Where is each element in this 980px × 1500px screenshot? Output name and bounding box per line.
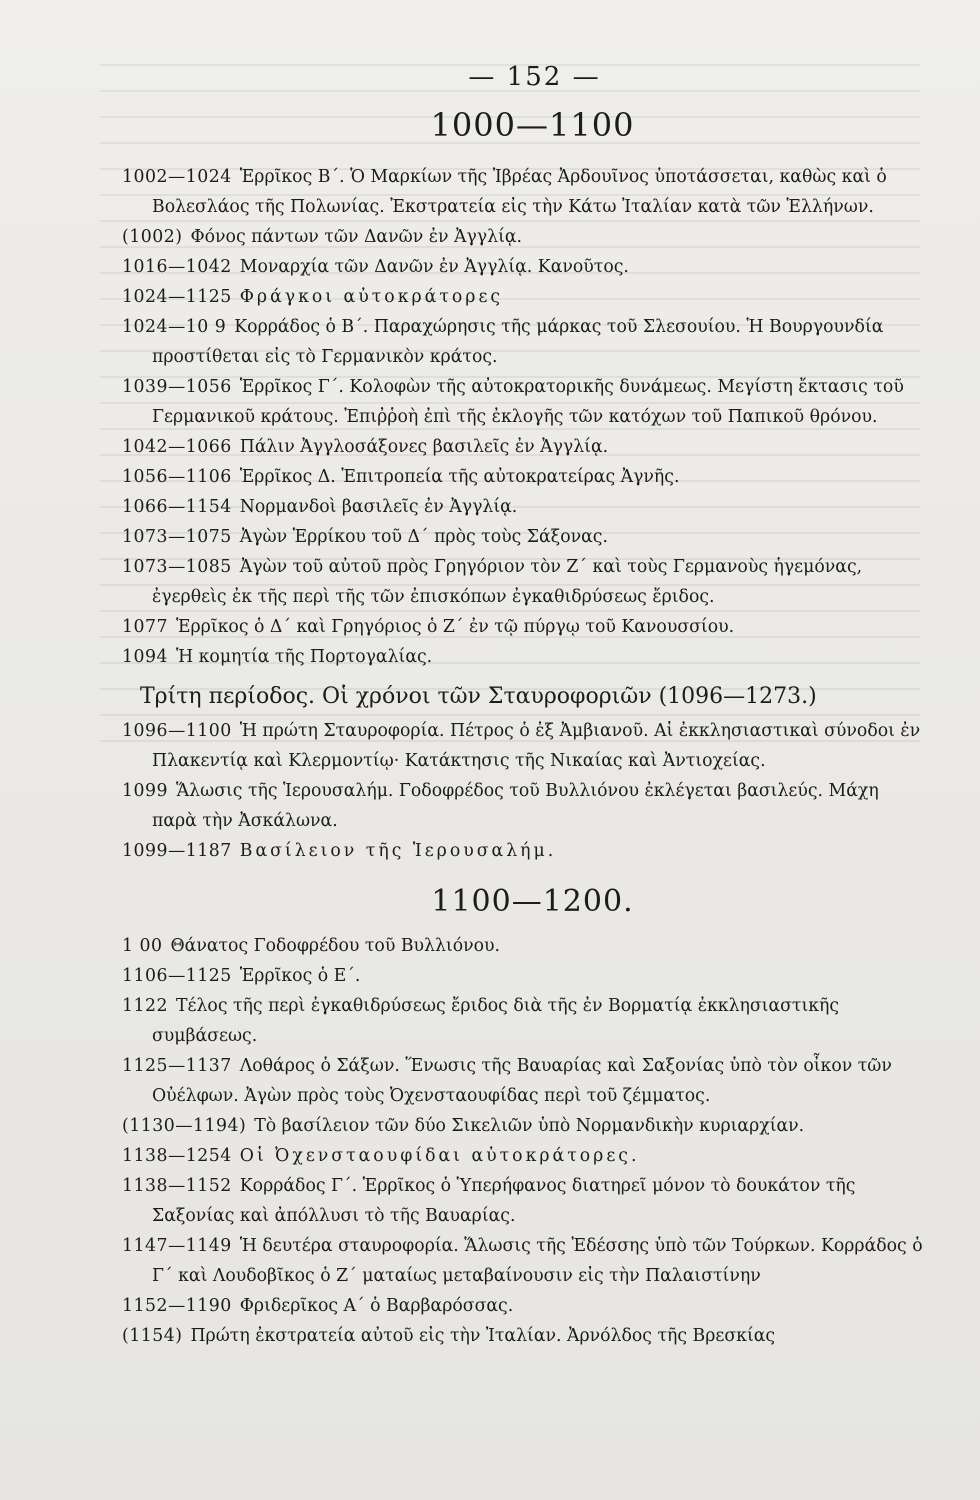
chronology-entry <box>122 432 927 462</box>
page-content <box>122 62 927 1351</box>
entry-date: 1147—1149 <box>122 1236 232 1256</box>
chronology-entry <box>122 612 927 642</box>
entry-date: 1077 <box>122 617 168 637</box>
entry-text: Λοθάρος ὁ Σάξων. Ἕνωσις τῆς Βαυαρίας καὶ Σαξονίας ὑπὸ τὸν οἶκον τῶν Οὐέλφων. Ἀγὼν πρὸς τοὺς Ὀχενσταουφίδας περὶ τοῦ ζέμματος. <box>152 1056 892 1106</box>
chronology-entry <box>122 1291 927 1321</box>
entry-date: (1002) <box>122 227 183 247</box>
entry-date: 1122 <box>122 996 168 1016</box>
entry-text: Μοναρχία τῶν Δανῶν ἐν Ἀγγλίᾳ. Κανοῦτος. <box>239 257 629 277</box>
chronology-entry <box>122 492 927 522</box>
chronology-list-3 <box>122 931 927 1351</box>
entry-text: Κορράδος Γ΄. Ἑρρῖκος ὁ Ὑπερήφανος διατηρεῖ μόνον τὸ δουκάτον τῆς Σαξονίας καὶ ἀπόλλυσι τὸ τῆς Βαυαρίας. <box>152 1176 856 1226</box>
chronology-entry <box>122 282 927 312</box>
chronology-entry <box>122 312 927 372</box>
entry-date: 1096—1100 <box>122 721 232 741</box>
entry-text: Ἡ πρώτη Σταυροφορία. Πέτρος ὁ ἐξ Ἀμβιανοῦ. Αἱ ἐκκλησιαστικαὶ σύνοδοι ἐν Πλακεντίᾳ καὶ Κλερμοντίῳ· Κατάκτησις τῆς Νικαίας καὶ Ἀντιοχείας. <box>152 721 921 771</box>
entry-date: 1039—1056 <box>122 377 232 397</box>
entry-text: Βασίλειον τῆς Ἱερουσαλήμ. <box>239 841 557 861</box>
entry-date: 1152—1190 <box>122 1296 232 1316</box>
entry-text: Ἑρρῖκος Β΄. Ὁ Μαρκίων τῆς Ἰβρέας Ἀρδουῖνος ὑποτάσσεται, καθὼς καὶ ὁ Βολεσλάος τῆς Πολωνίας. Ἐκστρατεία εἰς τὴν Κάτω Ἰταλίαν κατὰ τῶν Ἑλλήνων. <box>152 167 887 217</box>
entry-text: Ἀγὼν Ἑρρίκου τοῦ Δ΄ πρὸς τοὺς Σάξονας. <box>239 527 608 547</box>
entry-date: 1073—1075 <box>122 527 232 547</box>
entry-text: Τέλος τῆς περὶ ἐγκαθιδρύσεως ἔριδος διὰ τῆς ἐν Βορματίᾳ ἐκκλησιαστικῆς συμβάσεως. <box>152 996 840 1046</box>
chronology-entry <box>122 776 927 836</box>
chronology-entry <box>122 1111 927 1141</box>
chronology-entry <box>122 836 927 866</box>
section-heading-1100-1200: 1100—1200. <box>431 884 634 919</box>
entry-text: Φόνος πάντων τῶν Δανῶν ἐν Ἀγγλίᾳ. <box>190 227 523 247</box>
entry-date: 1 00 <box>122 936 163 956</box>
entry-text: Ἡ δευτέρα σταυροφορία. Ἅλωσις τῆς Ἐδέσσης ὑπὸ τῶν Τούρκων. Κορράδος ὁ Γ΄ καὶ Λουδοβῖκος ὁ Ζ΄ ματαίως μεταβαίνουσιν εἰς τὴν Παλαιστίνην <box>152 1236 923 1286</box>
chronology-entry <box>122 1051 927 1111</box>
chronology-entry <box>122 522 927 552</box>
entry-text: Τὸ βασίλειον τῶν δύο Σικελιῶν ὑπὸ Νορμανδικὴν κυριαρχίαν. <box>254 1116 805 1136</box>
entry-text: Πάλιν Ἀγγλοσάξονες βασιλεῖς ἐν Ἀγγλίᾳ. <box>239 437 609 457</box>
entry-text: Ἑρρῖκος Δ. Ἐπιτροπεία τῆς αὐτοκρατείρας Ἀγνῆς. <box>239 467 680 487</box>
chronology-entry <box>122 961 927 991</box>
chronology-entry <box>122 716 927 776</box>
entry-date: 1056—1106 <box>122 467 232 487</box>
chronology-entry <box>122 1231 927 1291</box>
entry-date: 1125—1137 <box>122 1056 232 1076</box>
chronology-entry <box>122 991 927 1051</box>
chronology-list-1 <box>122 162 927 672</box>
chronology-entry <box>122 642 927 672</box>
chronology-entry <box>122 1321 927 1351</box>
entry-text: Ἑρρῖκος ὁ Δ΄ καὶ Γρηγόριος ὁ Ζ΄ ἐν τῷ πύργῳ τοῦ Κανουσσίου. <box>175 617 735 637</box>
entry-date: 1042—1066 <box>122 437 232 457</box>
section-heading-1000-1100: 1000—1100 <box>430 106 635 144</box>
entry-text: Ἡ κομητία τῆς Πορτογαλίας. <box>175 647 433 667</box>
entry-text: Θάνατος Γοδοφρέδου τοῦ Βυλλιόνου. <box>170 936 501 956</box>
page-number: — 152 — <box>468 62 601 92</box>
chronology-entry <box>122 931 927 961</box>
entry-text: Νορμανδοὶ βασιλεῖς ἐν Ἀγγλίᾳ. <box>239 497 518 517</box>
chronology-entry <box>122 1171 927 1231</box>
entry-text: Οἱ Ὀχενσταουφίδαι αὐτοκράτορες. <box>239 1146 640 1166</box>
entry-date: 1073—1085 <box>122 557 232 577</box>
entry-date: (1154) <box>122 1326 183 1346</box>
entry-text: Ἑρρῖκος Γ΄. Κολοφὼν τῆς αὐτοκρατορικῆς δυνάμεως. Μεγίστη ἔκτασις τοῦ Γερμανικοῦ κράτους. Ἐπιῤῥοὴ ἐπὶ τῆς ἐκλογῆς τῶν κατόχων τοῦ Παπικοῦ θρόνου. <box>152 377 904 427</box>
chronology-entry <box>122 222 927 252</box>
chronology-entry <box>122 372 927 432</box>
entry-date: 1066—1154 <box>122 497 232 517</box>
entry-text: Ἅλωσις τῆς Ἱερουσαλήμ. Γοδοφρέδος τοῦ Βυλλιόνου ἐκλέγεται βασιλεύς. Μάχη παρὰ τὴν Ἀσκάλωνα. <box>152 781 879 831</box>
entry-date: 1016—1042 <box>122 257 232 277</box>
entry-date: 1138—1254 <box>122 1146 232 1166</box>
entry-date: 1099 <box>122 781 168 801</box>
entry-date: 1094 <box>122 647 168 667</box>
chronology-entry <box>122 462 927 492</box>
entry-text: Πρώτη ἐκστρατεία αὐτοῦ εἰς τὴν Ἰταλίαν. Ἀρνόλδος τῆς Βρεσκίας <box>190 1326 776 1346</box>
chronology-entry <box>122 162 927 222</box>
entry-text: Κορράδος ὁ Β΄. Παραχώρησις τῆς μάρκας τοῦ Σλεσουίου. Ἡ Βουργουνδία προστίθεται εἰς τὸ Γερμανικὸν κράτος. <box>152 317 884 367</box>
chronology-entry <box>122 1141 927 1171</box>
chronology-list-2 <box>122 716 927 866</box>
entry-date: 1002—1024 <box>122 167 232 187</box>
entry-text: Ἀγὼν τοῦ αὐτοῦ πρὸς Γρηγόριον τὸν Ζ΄ καὶ τοὺς Γερμανοὺς ἡγεμόνας, ἐγερθεὶς ἐκ τῆς περὶ τῆς τῶν ἐπισκόπων ἐγκαθιδρύσεως ἔριδος. <box>152 557 863 607</box>
entry-date: 1024—1125 <box>122 287 232 307</box>
chronology-entry <box>122 552 927 612</box>
entry-date: 1106—1125 <box>122 966 232 986</box>
entry-date: 1099—1187 <box>122 841 232 861</box>
period-heading: Τρίτη περίοδος. Οἱ χρόνοι τῶν Σταυροφοριῶν (1096—1273.) <box>140 684 817 709</box>
entry-date: 1138—1152 <box>122 1176 232 1196</box>
entry-text: Φριδερῖκος Α΄ ὁ Βαρβαρόσσας. <box>239 1296 514 1316</box>
entry-text: Φράγκοι αὐτοκράτορες <box>239 287 504 307</box>
entry-text: Ἑρρῖκος ὁ Ε΄. <box>239 966 361 986</box>
entry-date: 1024—10 9 <box>122 317 227 337</box>
chronology-entry <box>122 252 927 282</box>
entry-date: (1130—1194) <box>122 1116 247 1136</box>
